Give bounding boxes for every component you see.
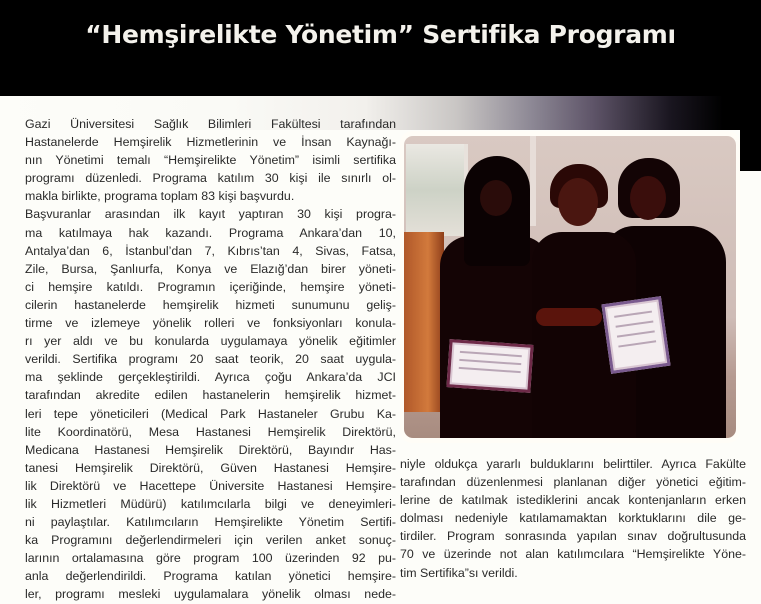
text-line: tarafından akredite edilen hastanelerin hemşirelik hizmet- bbox=[25, 388, 396, 403]
right-text-column bbox=[400, 455, 746, 582]
article-photo bbox=[404, 136, 736, 438]
text-line: ma katılmaya hak kazandı. Programa Ankara’dan 10, bbox=[25, 225, 396, 240]
certificate-right bbox=[601, 296, 670, 374]
person-middle-face bbox=[558, 178, 598, 226]
text-line: tim Sertifika”sı verildi. bbox=[400, 565, 518, 580]
text-line: makla birlikte, programa toplam 83 kişi başvurdu. bbox=[25, 189, 295, 204]
header-corner bbox=[740, 96, 761, 171]
text-line: ni paylaştılar. Katılımcıların Hemşirelikte Yönetim Sertifi- bbox=[25, 515, 396, 530]
text-line: lik Direktörü ve Hacettepe Üniversite Hastanesi Hemşire- bbox=[25, 478, 396, 493]
text-line: larının ortalamasına göre program 100 üzerinden 92 pu- bbox=[25, 551, 396, 566]
text-line: ma şeklinde gerçekleştirildi. Ayrıca çoğu Ankara’da JCI bbox=[25, 370, 396, 385]
text-line: tirdiler. Program sonrasında yapılan sınav doğrultusunda bbox=[400, 529, 746, 544]
text-line: rı yer aldı ve bu konularda uygulamaya yönelik eğitimler bbox=[25, 334, 396, 349]
certificate-left bbox=[446, 339, 533, 393]
text-line: tarafından düzenlenmesi planlanan diğer yönetici eğitim- bbox=[400, 475, 746, 490]
text-line: ler, programı mesleki uygulamalara yönelik olması nede- bbox=[25, 587, 396, 602]
text-line: Zile, Bursa, Şanlıurfa, Konya ve Elazığ’dan birer yöneti- bbox=[25, 261, 396, 276]
text-line: Medicana Hastanesi Hemşirelik Direktörü, Bayındır Has- bbox=[25, 442, 396, 457]
text-line: Antalya’dan 6, İstanbul’dan 7, Kıbrıs’tan 4, Sivas, Fatsa, bbox=[25, 243, 396, 258]
article-title: “Hemşirelikte Yönetim” Sertifika Programı bbox=[85, 20, 676, 49]
door-frame bbox=[530, 136, 536, 226]
text-line: Başvuranlar arasından ilk kayıt yaptıran 30 kişi progra- bbox=[25, 207, 396, 222]
text-line: lite Koordinatörü, Mesa Hastanesi Hemşirelik Direktörü, bbox=[25, 424, 396, 439]
text-line: lik Hizmetleri Müdürü) katılımcılarla bilgi ve deneyimleri- bbox=[25, 496, 396, 511]
text-line: dolması nedeniyle katılamamaktan korktuklarını dile ge- bbox=[400, 511, 746, 526]
text-line: 70 ve üzerinde not alan katılımcılara “Hemşirelikte Yöne- bbox=[400, 547, 746, 562]
text-line: programı düzenledi. Programa katılım 30 kişi ile sınırlı ol- bbox=[25, 171, 396, 186]
text-line: tanesi Hemşirelik Direktörü, Güven Hastanesi Hemşire- bbox=[25, 460, 396, 475]
text-line: ci hemşire katıldı. Programın içeriğinde, hemşire yöneti- bbox=[25, 279, 396, 294]
window bbox=[406, 144, 468, 236]
text-line: anla değerlendirildi. Programa katılan yönetici hemşire- bbox=[25, 569, 396, 584]
left-text-column bbox=[25, 115, 396, 604]
text-line: cilerin hastanelerde hemşirelik hizmeti sunumunu geliş- bbox=[25, 297, 396, 312]
text-line: verildi. Sertifika programı 20 saat teorik, 20 saat uygula- bbox=[25, 352, 396, 367]
person-left-face bbox=[480, 180, 512, 216]
text-line: Gazi Üniversitesi Sağlık Bilimleri Fakültesi tarafından bbox=[25, 117, 396, 131]
text-line: Hastanelerde Hemşirelik Hizmetlerinin ve İnsan Kaynağı- bbox=[25, 135, 396, 150]
text-line: lerine de katılmak istediklerini ancak kontenjanların erken bbox=[400, 493, 746, 508]
text-line: niyle oldukça yararlı bulduklarını belirttiler. Ayrıca Fakülte bbox=[400, 457, 746, 471]
person-middle-arm bbox=[536, 308, 602, 326]
text-line: tirme ve izlemeye yönelik rolleri ve fonksiyonları konula- bbox=[25, 316, 396, 331]
cabinet bbox=[404, 232, 444, 412]
text-line: ka Programını değerlendirmeleri için verilen anket sonuç- bbox=[25, 533, 396, 548]
text-line: leri tepe yöneticileri (Medical Park Hastaneler Grubu Ka- bbox=[25, 406, 396, 421]
person-right-face bbox=[630, 176, 666, 220]
text-line: nın Yönetimi temalı “Hemşirelikte Yönetim” isimli sertifika bbox=[25, 153, 396, 168]
